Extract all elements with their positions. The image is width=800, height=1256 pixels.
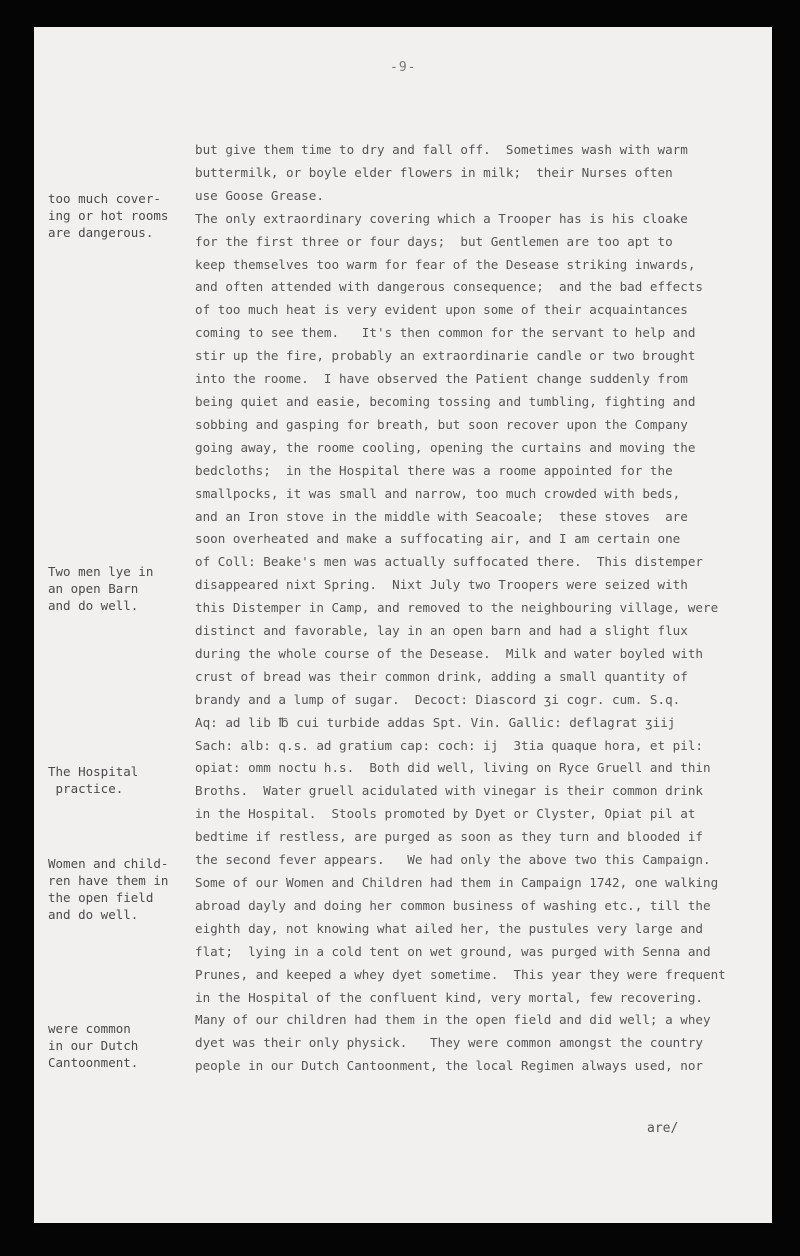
body-line: people in our Dutch Cantoonment, the local Regimen always used, nor — [195, 1058, 703, 1074]
margin-note-line: and do well. — [48, 598, 139, 613]
margin-note-barn — [48, 563, 198, 614]
document-page — [34, 27, 772, 1223]
body-line: Broths. Water gruell acidulated with vinegar is their common drink — [195, 783, 703, 799]
margin-note-women — [48, 855, 198, 923]
margin-note-line: ing or hot rooms — [48, 208, 169, 223]
margin-note-covering — [48, 190, 198, 241]
body-line: Many of our children had them in the open field and did well; a whey — [195, 1012, 711, 1028]
catchword: are/ — [647, 1121, 679, 1136]
margin-note-line: were common — [48, 1021, 131, 1036]
body-line: flat; lying in a cold tent on wet ground, was purged with Senna and — [195, 943, 711, 959]
body-line: brandy and a lump of sugar. Decoct: Diascord ʒi cogr. cum. S.q. — [195, 691, 681, 707]
body-line: of too much heat is very evident upon some of their acquaintances — [195, 302, 688, 318]
body-line: smallpocks, it was small and narrow, too much crowded with beds, — [195, 485, 681, 501]
body-line: stir up the fire, probably an extraordinarie candle or two brought — [195, 348, 696, 364]
body-line: opiat: omm noctu h.s. Both did well, living on Ryce Gruell and thin — [195, 760, 711, 776]
body-line: buttermilk, or boyle elder flowers in milk; their Nurses often — [195, 164, 673, 180]
body-line: but give them time to dry and fall off. Sometimes wash with warm — [195, 142, 688, 157]
body-line: distinct and favorable, lay in an open barn and had a slight flux — [195, 623, 688, 639]
body-line: Aq: ad lib ℔ cui turbide addas Spt. Vin. Gallic: deflagrat ʒiij — [195, 714, 676, 730]
body-line: Prunes, and keeped a whey dyet sometime. This year they were frequent — [195, 966, 726, 982]
body-line: The only extraordinary covering which a Trooper has is his cloake — [195, 210, 688, 226]
body-line: this Distemper in Camp, and removed to the neighbouring village, were — [195, 600, 719, 616]
page-number: -9- — [390, 60, 417, 75]
body-line: Sach: alb: q.s. ad gratium cap: coch: ij 3tia quaque hora, et pil: — [195, 737, 703, 753]
margin-note-line: the open field — [48, 890, 154, 905]
body-line: in the Hospital of the confluent kind, very mortal, few recovering. — [195, 989, 703, 1005]
body-line: the second fever appears. We had only the above two this Campaign. — [195, 852, 711, 868]
margin-note-line: The Hospital — [48, 764, 139, 779]
margin-note-line: too much cover- — [48, 191, 161, 206]
body-line: in the Hospital. Stools promoted by Dyet or Clyster, Opiat pil at — [195, 806, 696, 822]
body-line: for the first three or four days; but Gentlemen are too apt to — [195, 233, 673, 249]
margin-note-hospital — [48, 763, 198, 797]
body-line: and often attended with dangerous consequence; and the bad effects — [195, 279, 703, 295]
margin-note-line: and do well. — [48, 907, 139, 922]
body-line: being quiet and easie, becoming tossing and tumbling, fighting and — [195, 393, 696, 409]
body-line: bedtime if restless, are purged as soon as they turn and blooded if — [195, 829, 703, 845]
body-line: use Goose Grease. — [195, 187, 324, 203]
body-line: disappeared nixt Spring. Nixt July two Troopers were seized with — [195, 577, 688, 593]
body-line: into the roome. I have observed the Patient change suddenly from — [195, 371, 688, 387]
body-line: bedcloths; in the Hospital there was a roome appointed for the — [195, 462, 673, 478]
margin-note-line: ren have them in — [48, 873, 169, 888]
body-line: coming to see them. It's then common for the servant to help and — [195, 325, 696, 341]
margin-note-dutch — [48, 1020, 198, 1071]
margin-note-line: are dangerous. — [48, 225, 154, 240]
body-line: abroad dayly and doing her common business of washing etc., till the — [195, 897, 711, 913]
margin-note-line: in our Dutch — [48, 1038, 139, 1053]
margin-note-line: Two men lye in — [48, 564, 154, 579]
margin-note-line: practice. — [48, 781, 124, 796]
body-line: Some of our Women and Children had them in Campaign 1742, one walking — [195, 875, 719, 890]
margin-note-line: Women and child- — [48, 856, 169, 871]
body-line: crust of bread was their common drink, adding a small quantity of — [195, 668, 688, 684]
body-line: eighth day, not knowing what ailed her, the pustules very large and — [195, 920, 703, 936]
body-line: dyet was their only physick. They were common amongst the country — [195, 1035, 703, 1051]
body-line: sobbing and gasping for breath, but soon recover upon the Company — [195, 416, 688, 432]
margin-note-line: an open Barn — [48, 581, 139, 596]
body-line: and an Iron stove in the middle with Seacoale; these stoves are — [195, 508, 688, 524]
body-line: soon overheated and make a suffocating air, and I am certain one — [195, 531, 681, 547]
body-line: keep themselves too warm for fear of the Desease striking inwards, — [195, 256, 696, 272]
body-line: going away, the roome cooling, opening the curtains and moving the — [195, 439, 696, 455]
body-text — [195, 139, 755, 1078]
body-line: during the whole course of the Desease. Milk and water boyled with — [195, 645, 703, 661]
margin-note-line: Cantoonment. — [48, 1055, 139, 1070]
body-line: of Coll: Beake's men was actually suffocated there. This distemper — [195, 554, 703, 570]
